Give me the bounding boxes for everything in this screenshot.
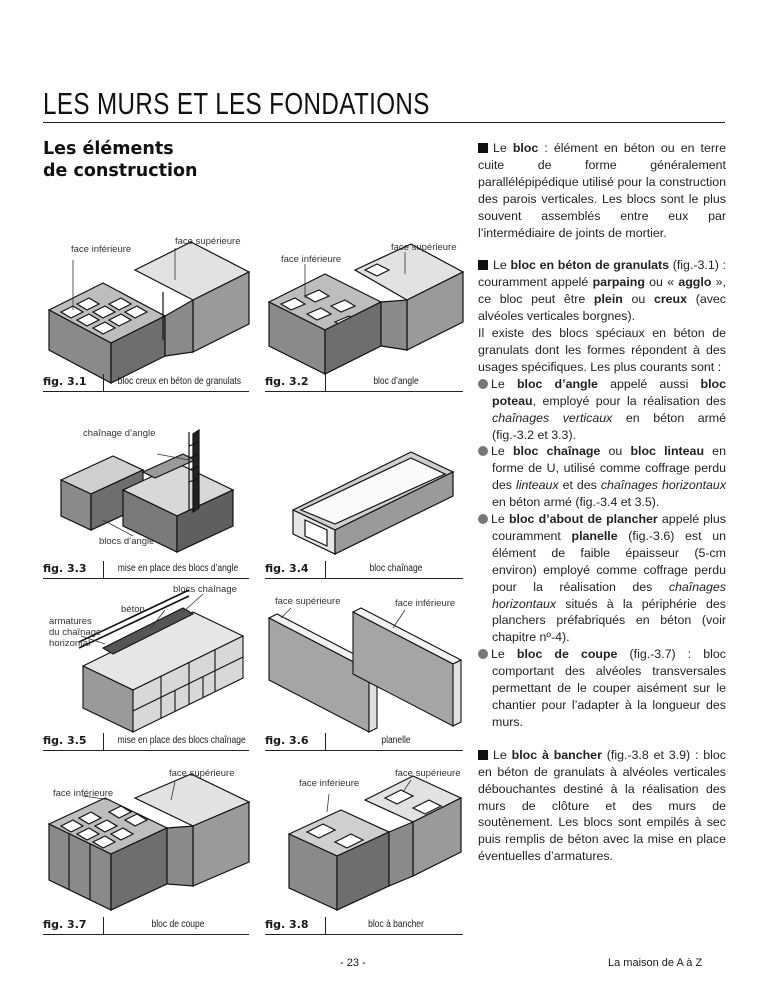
- caption-3-6: [265, 733, 463, 751]
- figure-number: fig. 3.8: [265, 918, 309, 931]
- figure-3-8: [265, 766, 465, 936]
- figure-caption: bloc creux en béton de granulats: [117, 376, 241, 387]
- label-armatures: armatures: [49, 616, 92, 627]
- round-bullet-icon: [478, 514, 488, 524]
- section-title-line2: de construction: [43, 161, 198, 181]
- label-chainage-angle: chaînage d’angle: [83, 428, 156, 439]
- figure-number: fig. 3.7: [43, 918, 87, 931]
- bullet-bloc-chainage: Le bloc chaînage ou bloc linteau en forme de U, utilisé comme coffrage perdu des linteaux et des chaînages horizontaux en béton armé (fig.-3.4 et 3.5).: [478, 443, 726, 511]
- label-face-inferieure: face inférieure: [299, 778, 360, 789]
- section-title: [43, 138, 263, 182]
- label-du-chainage: du chaînage: [49, 627, 102, 638]
- figure-number: fig. 3.2: [265, 375, 309, 388]
- paragraph-bloc-bancher: Le bloc à bancher (fig.-3.8 et 3.9) : bloc en béton de granulats à alvéoles verticales débouchantes destiné à la réalisation des murs de clôture et des murs de soutènement. Les blocs sont empilés à sec puis remplis de béton avec la mise en place éventuelles d’armatures.: [478, 747, 727, 864]
- figure-number: fig. 3.6: [265, 734, 309, 747]
- figure-caption: bloc à bancher: [368, 919, 424, 930]
- label-face-inferieure: face inférieure: [53, 788, 114, 799]
- figure-caption: mise en place des blocs chaînage: [117, 735, 246, 746]
- figure-3-7: [43, 766, 253, 936]
- bullet-bloc-about: Le bloc d’about de plancher appelé plus couramment planelle (fig.-3.6) est un élément de faible épaisseur (5-cm environ) employé comme coffrage perdu pour la réalisation des chaînages horizontaux situés à la périphérie des planchers préfabriqués en béton (voir chapitre nº-4).: [478, 511, 726, 646]
- caption-3-4: [265, 561, 463, 579]
- caption-3-2: [265, 374, 463, 392]
- paragraph-bloc: Le bloc : élément en béton ou en terre cuite de forme généralement parallélépipédique utilisé pour la construction des parois verticales. Les blocs sont le plus souvent assemblés entre eux par l’intermédiaire de joints de mortier.: [478, 141, 727, 240]
- figure-caption: mise en place des blocs d’angle: [117, 563, 239, 574]
- figure-caption: bloc chaînage: [369, 563, 423, 574]
- chapter-title: LES MURS ET LES FONDATIONS: [43, 86, 430, 121]
- label-blocs-chainage: blocs chaînage: [173, 584, 237, 595]
- label-face-inferieure: face inférieure: [71, 244, 132, 255]
- figure-caption: planelle: [381, 735, 411, 746]
- round-bullet-icon: [478, 379, 488, 389]
- figure-number: fig. 3.5: [43, 734, 87, 747]
- figure-number: fig. 3.1: [43, 375, 87, 388]
- lintel-block-illustration: [265, 420, 465, 580]
- figure-3-3: [43, 420, 253, 580]
- square-bullet-icon: [478, 143, 488, 153]
- page-number: - 23 -: [340, 957, 366, 969]
- caption-3-8: [265, 917, 463, 935]
- figure-3-2: [265, 238, 465, 393]
- bullet-bloc-angle: Le bloc d’angle appelé aussi bloc poteau, employé pour la réalisation des chaînages verticaux en béton armé (fig.-3.2 et 3.3).: [478, 376, 726, 444]
- label-face-superieure: face supérieure: [175, 236, 241, 247]
- square-bullet-icon: [478, 750, 488, 760]
- caption-3-5: [43, 733, 249, 751]
- figure-number: fig. 3.3: [43, 562, 87, 575]
- figure-3-4: [265, 420, 465, 580]
- label-face-inferieure: face inférieure: [281, 254, 342, 265]
- round-bullet-icon: [478, 446, 488, 456]
- label-face-inferieure: face inférieure: [395, 598, 456, 609]
- book-title: La maison de A à Z: [608, 957, 703, 969]
- caption-3-1: [43, 374, 249, 392]
- label-face-superieure: face supérieure: [391, 242, 457, 253]
- lintel-blocks-placement-illustration: [43, 582, 253, 752]
- figure-3-1: [43, 228, 253, 393]
- square-bullet-icon: [478, 260, 488, 270]
- round-bullet-icon: [478, 649, 488, 659]
- paragraph-bloc-granulats: Le bloc en béton de granulats (fig.-3.1) : couramment appelé parpaing ou « agglo », ce bloc peut être plein ou creux (avec alvéoles verticales borgnes).: [478, 258, 726, 324]
- label-beton: béton: [121, 604, 145, 615]
- section-title-line1: Les éléments: [43, 139, 174, 159]
- planelle-illustration: [265, 592, 465, 752]
- paragraph-blocs-speciaux: Il existe des blocs spéciaux en béton de granulats dont les formes répondent à des usages spécifiques. Les plus courants sont :: [478, 326, 726, 374]
- label-horizontal: horizontal: [49, 638, 91, 649]
- figure-3-6: [265, 592, 465, 752]
- caption-3-7: [43, 917, 249, 935]
- figure-3-5: [43, 582, 253, 752]
- caption-3-3: [43, 561, 249, 579]
- corner-blocks-placement-illustration: [43, 420, 253, 580]
- label-face-superieure: face supérieure: [169, 768, 235, 779]
- figure-caption: bloc de coupe: [151, 919, 205, 930]
- text-column: [478, 140, 726, 865]
- figure-caption: bloc d’angle: [373, 376, 419, 387]
- label-face-superieure: face supérieure: [275, 596, 341, 607]
- bullet-bloc-coupe: Le bloc de coupe (fig.-3.7) : bloc comportant des alvéoles transversales permettant de le couper aisément sur le chantier pour l’adapter à la longueur des murs.: [478, 646, 726, 731]
- title-rule: [43, 122, 725, 123]
- formwork-block-illustration: [265, 766, 465, 936]
- label-blocs-angle: blocs d’angle: [99, 536, 155, 547]
- figure-number: fig. 3.4: [265, 562, 309, 575]
- label-face-superieure: face supérieure: [395, 768, 461, 779]
